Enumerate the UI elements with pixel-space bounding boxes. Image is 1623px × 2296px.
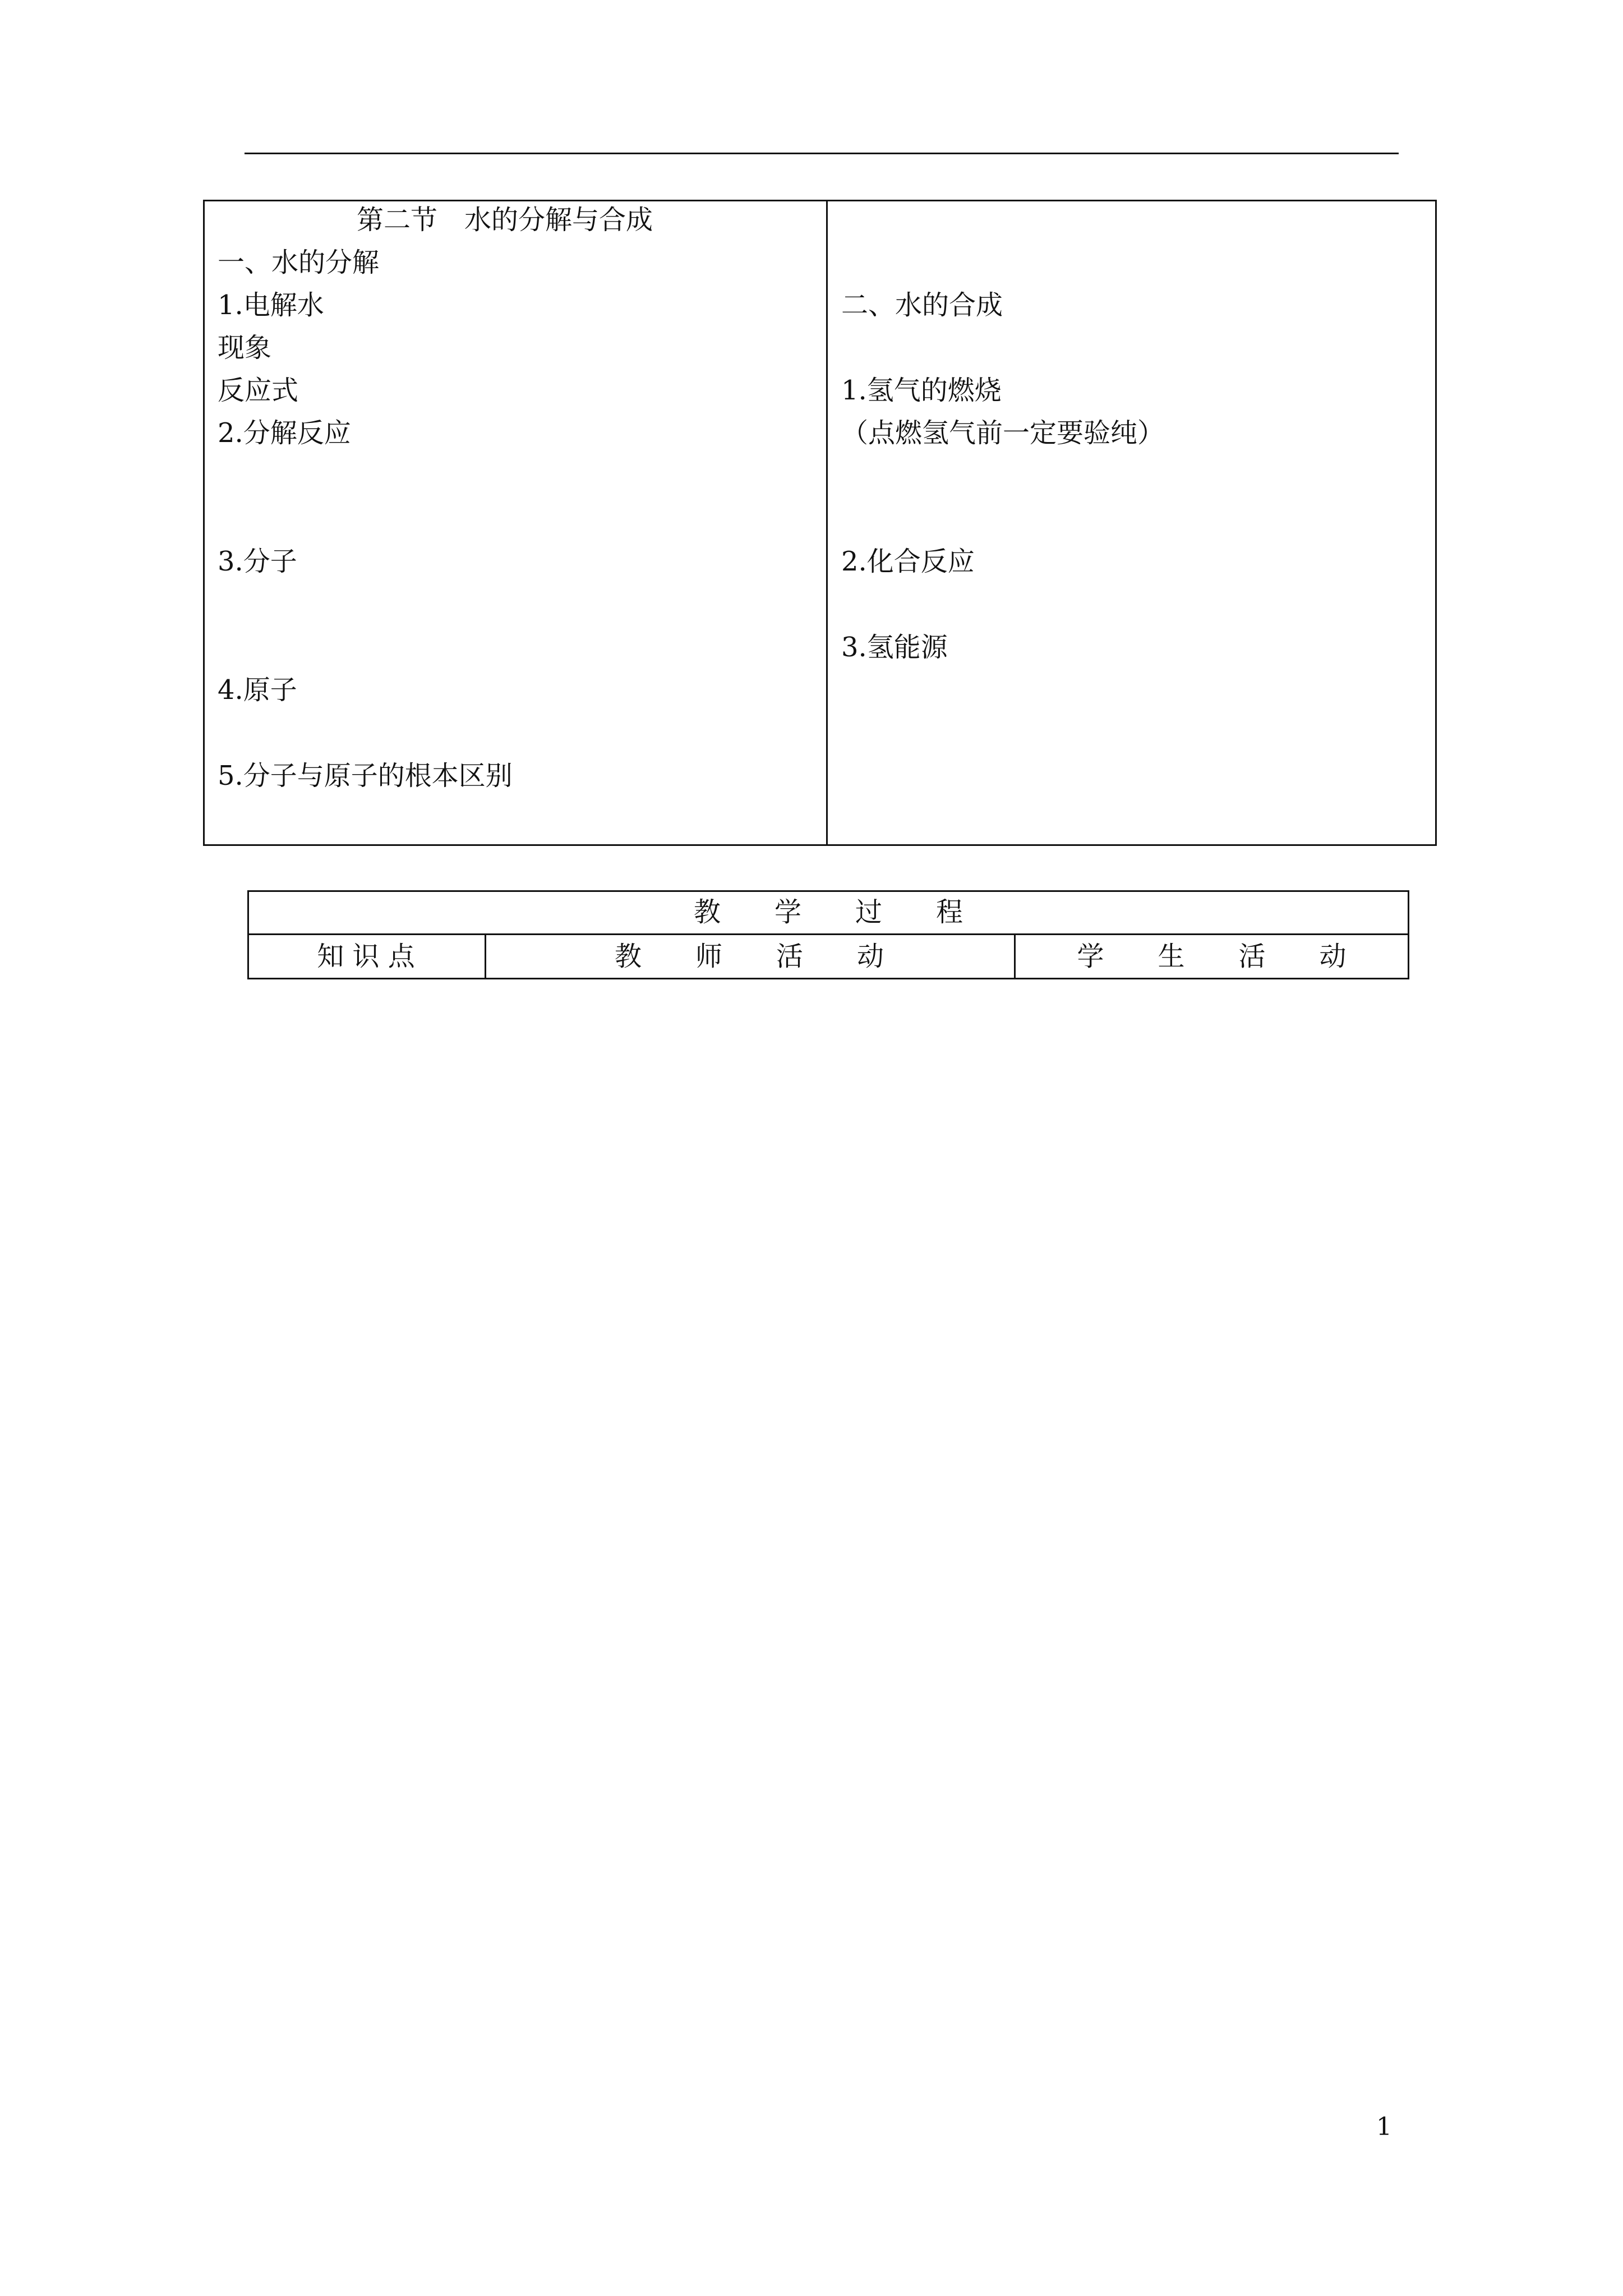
item-molecule: 3.分子 [218,546,297,577]
item-molecule-atom-difference: 5.分子与原子的根本区别 [218,760,513,792]
item-electrolysis: 1.电解水 [218,289,324,321]
item-phenomenon: 现象 [218,332,272,364]
table-title: 教 学 过 程 [693,896,963,928]
item-combination-reaction: 2.化合反应 [841,546,975,577]
column-header-knowledge-point: 知 识 点 [317,941,415,972]
item-equation: 反应式 [218,375,299,406]
outline-column-divider [826,200,828,846]
item-atom: 4.原子 [218,674,297,706]
item-decomposition-reaction: 2.分解反应 [218,417,351,449]
table-row-divider [247,933,1409,935]
item-hydrogen-purity-note: （点燃氢气前一定要验纯） [841,417,1165,449]
header-rule [245,153,1399,154]
item-hydrogen-energy: 3.氢能源 [841,632,948,663]
section-title: 第二节 水的分解与合成 [357,204,653,236]
column-header-teacher-activity: 教 师 活 动 [614,941,884,972]
heading-water-synthesis: 二、水的合成 [841,289,1003,321]
page-number: 1 [1376,2113,1392,2141]
outline-box [203,200,1437,846]
item-hydrogen-combustion: 1.氢气的燃烧 [841,375,1002,406]
heading-water-decomposition: 一、水的分解 [218,247,380,278]
column-header-student-activity: 学 生 活 动 [1077,941,1347,972]
